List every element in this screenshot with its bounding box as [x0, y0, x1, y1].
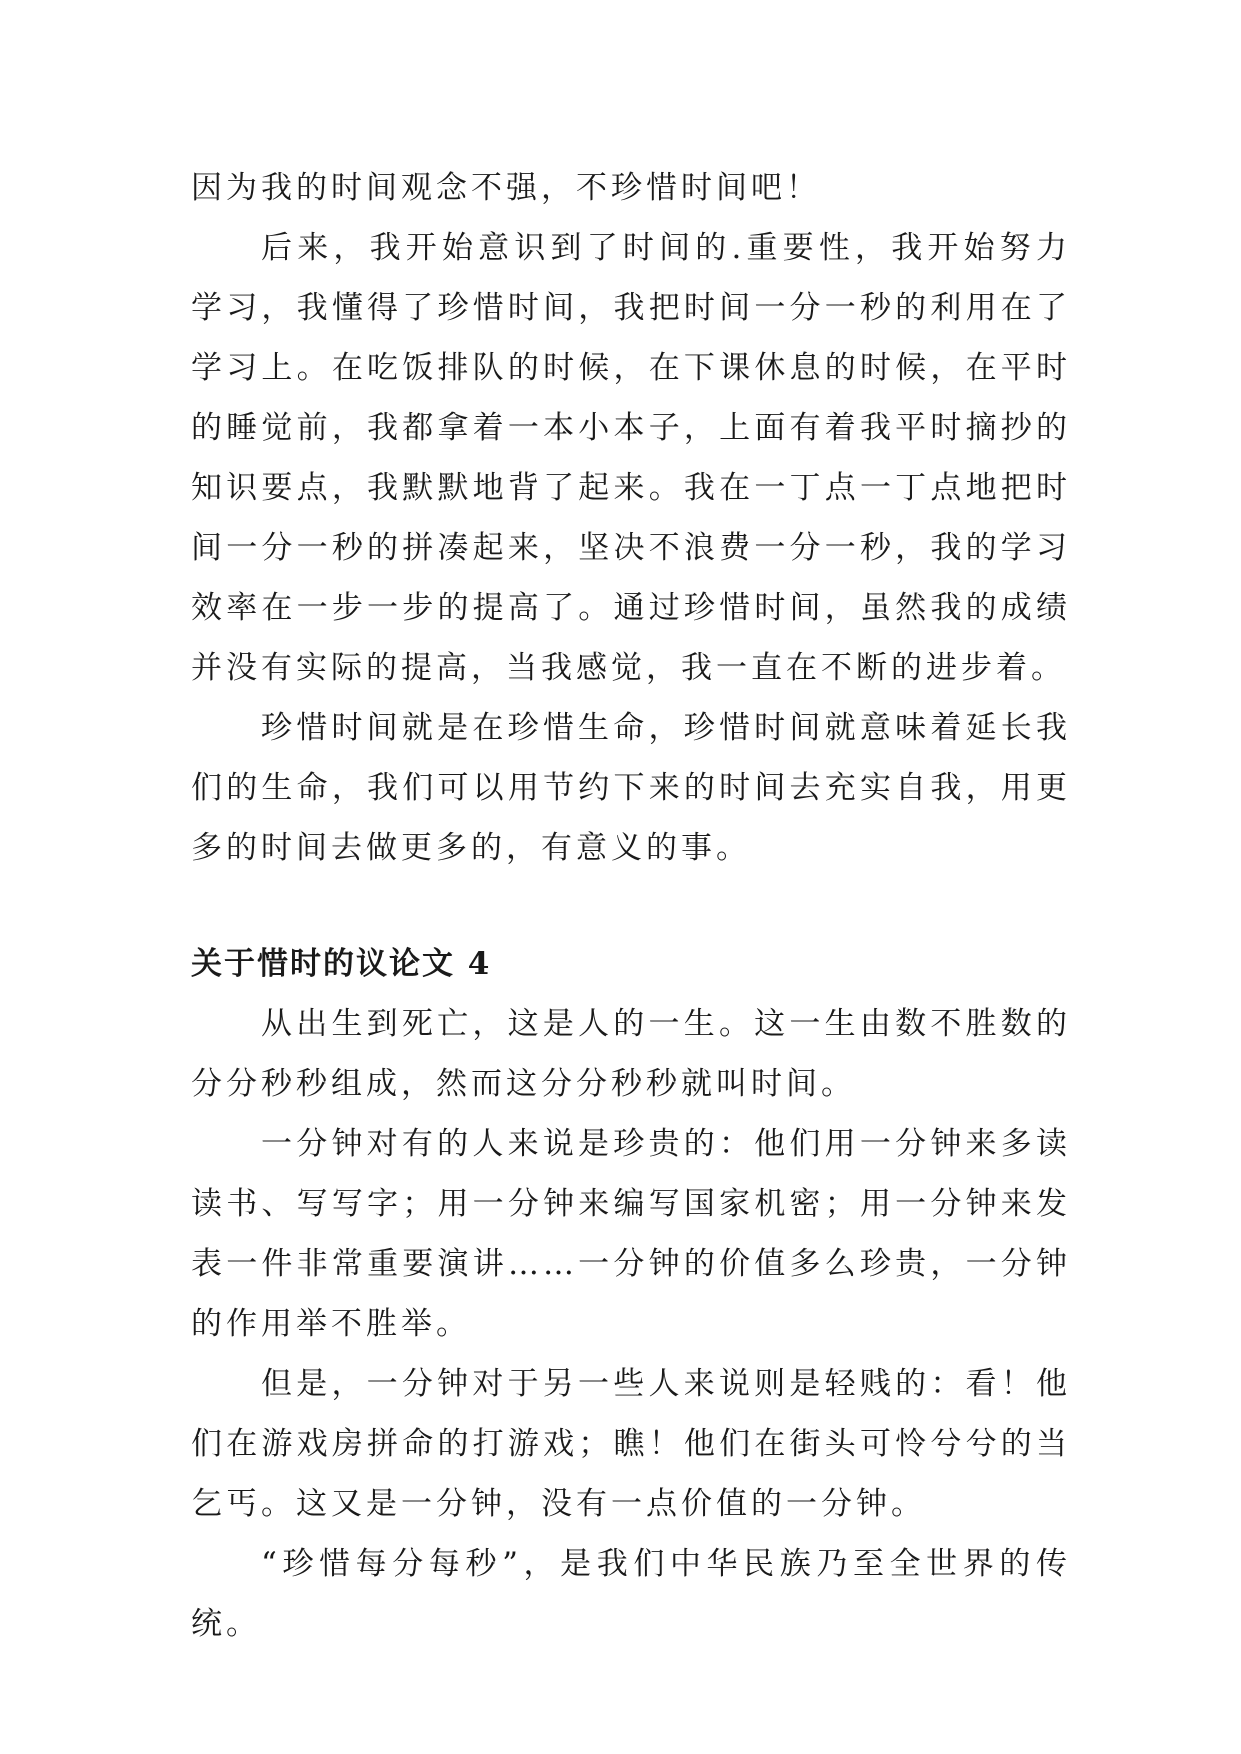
paragraph-2: 后来，我开始意识到了时间的.重要性，我开始努力学习，我懂得了珍惜时间，我把时间一分一秒的利用在了学习上。在吃饭排队的时候，在下课休息的时候，在平时的睡觉前，我都拿着一本小本子，上面有着我平时摘抄的知识要点，我默默地背了起来。我在一丁点一丁点地把时间一分一秒的拼凑起来，坚决不浪费一分一秒，我的学习效率在一步一步的提高了。通过珍惜时间，虽然我的成绩并没有实际的提高，当我感觉，我一直在不断的进步着。 [191, 230, 1071, 686]
paragraph-3: 珍惜时间就是在珍惜生命，珍惜时间就意味着延长我们的生命，我们可以用节约下来的时间去充实自我，用更多的时间去做更多的，有意义的事。 [191, 710, 1071, 866]
paragraph-4: 从出生到死亡，这是人的一生。这一生由数不胜数的分分秒秒组成，然而这分分秒秒就叫时间。 [191, 1006, 1071, 1102]
paragraph-6: 但是，一分钟对于另一些人来说则是轻贱的：看！他们在游戏房拼命的打游戏；瞧！他们在街头可怜兮兮的当乞丐。这又是一分钟，没有一点价值的一分钟。 [191, 1366, 1071, 1522]
paragraph-7: “珍惜每分每秒”，是我们中华民族乃至全世界的传统。 [191, 1546, 1071, 1642]
paragraph-1: 因为我的时间观念不强，不珍惜时间吧！ [191, 170, 821, 206]
section-heading: 关于惜时的议论文 4 [191, 946, 492, 982]
document-page [191, 158, 1071, 1654]
paragraph-5: 一分钟对有的人来说是珍贵的：他们用一分钟来多读读书、写写字；用一分钟来编写国家机密；用一分钟来发表一件非常重要演讲……一分钟的价值多么珍贵，一分钟的作用举不胜举。 [191, 1126, 1071, 1342]
